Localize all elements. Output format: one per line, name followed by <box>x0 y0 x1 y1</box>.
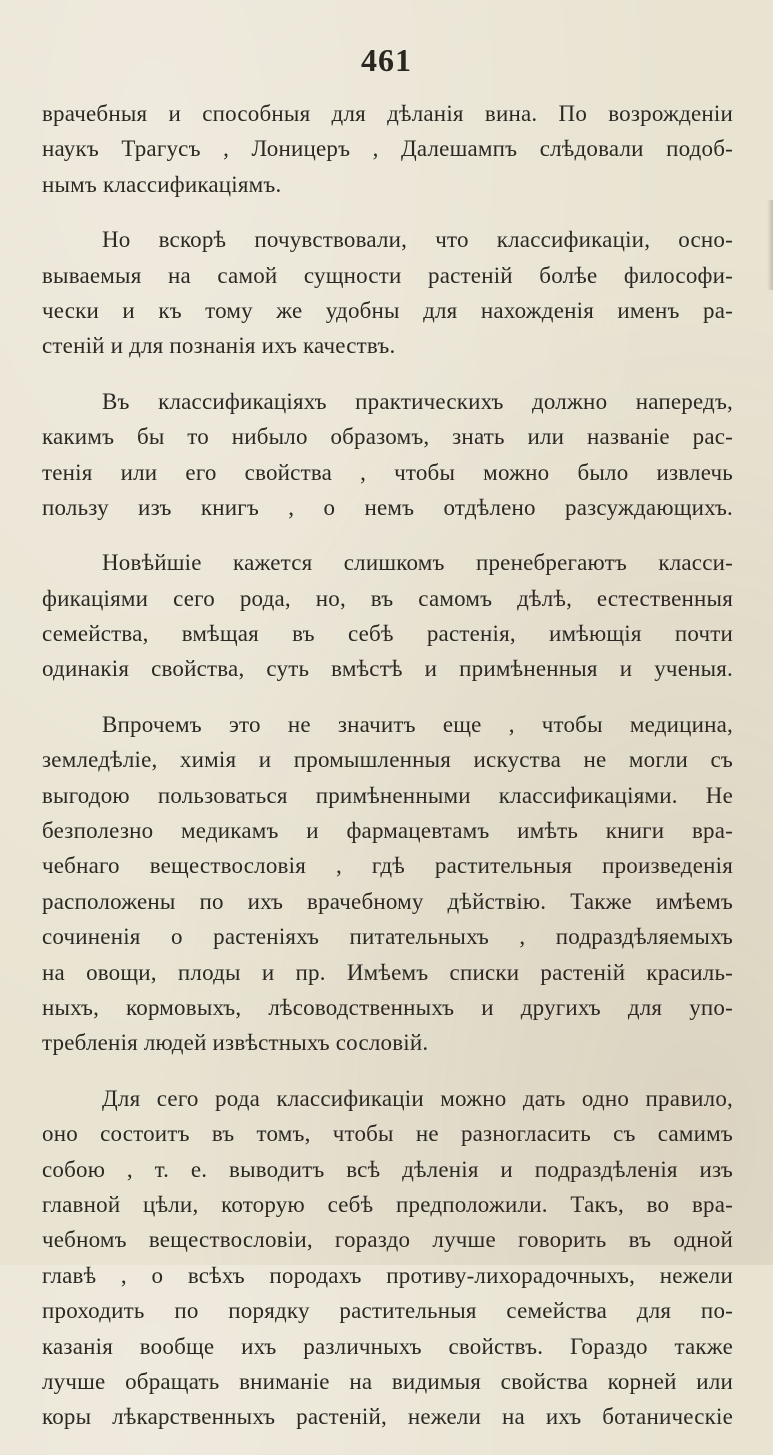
page-edge-shadow <box>767 200 773 290</box>
text-line: какимъ бы то нибыло образомъ, знать или названіе рас- <box>42 424 733 450</box>
paragraph-1 <box>42 96 733 202</box>
text-line: чески и къ тому же удобны для нахожденія именъ ра- <box>42 297 733 323</box>
text-line: требленія людей извѣстныхъ сословій. <box>42 1030 429 1056</box>
paragraph-2 <box>42 222 733 364</box>
text-line: стеній и для познанія ихъ качествъ. <box>42 333 396 359</box>
text-line: главной цѣли, которую себѣ предположили. Такъ, во вра- <box>42 1191 733 1217</box>
text-line: Въ классификаціяхъ практическихъ должно напередъ, <box>102 388 733 414</box>
text-line: сочиненія о растеніяхъ питательныхъ , подраздѣляемыхъ <box>42 924 733 950</box>
text-line: пользу изъ книгъ , о немъ отдѣлено разсуждающихъ. <box>42 494 733 520</box>
text-line: оно состоитъ въ томъ, чтобы не разногласить съ самимъ <box>42 1121 733 1147</box>
paragraph-5 <box>42 707 733 1061</box>
text-line: семейства, вмѣщая въ себѣ растенія, имѣющія почти <box>42 621 733 647</box>
text-line: чебномъ веществословіи, гораздо лучше говорить въ одной <box>42 1227 733 1253</box>
text-line: нымъ классификаціямъ. <box>42 171 282 197</box>
text-line: фикаціями сего рода, но, въ самомъ дѣлѣ, естественныя <box>42 585 733 611</box>
text-line: наукъ Трагусъ , Лоницеръ , Далешампъ слѣдовали подоб- <box>42 136 733 162</box>
page-number: 461 <box>361 42 412 78</box>
text-line: земледѣліе, химія и промышленныя искуства не могли съ <box>42 747 733 773</box>
text-line: коры лѣкарственныхъ растеній, нежели на ихъ ботаническіе <box>42 1404 733 1430</box>
text-line: главѣ , о всѣхъ породахъ противу-лихорадочныхъ, нежели <box>42 1262 733 1288</box>
text-line: врачебныя и способныя для дѣланія вина. По возрожденіи <box>42 101 733 126</box>
text-line: расположены по ихъ врачебному дѣйствію. Также имѣемъ <box>42 888 733 914</box>
text-line: казанія вообще ихъ различныхъ свойствъ. Гораздо также <box>42 1333 733 1359</box>
paragraph-6 <box>42 1081 733 1435</box>
page-text <box>42 96 733 1455</box>
text-line: тенія или его свойства , чтобы можно было извлечь <box>42 459 733 485</box>
text-line: Для сего рода классификаціи можно дать одно правило, <box>102 1085 733 1111</box>
text-line: чебнаго веществословія , гдѣ растительныя произведенія <box>42 853 733 879</box>
text-line: вываемыя на самой сущности растеній болѣе философи- <box>42 262 733 288</box>
text-line: Но вскорѣ почувствовали, что классификаціи, осно- <box>102 227 733 253</box>
text-line: проходить по порядку растительныя семейства для по- <box>42 1298 733 1324</box>
text-line: Впрочемъ это не значитъ еще , чтобы медицина, <box>102 711 733 737</box>
text-line: безполезно медикамъ и фармацевтамъ имѣть книги вра- <box>42 818 733 844</box>
paragraph-4 <box>42 545 733 687</box>
text-line: выгодою пользоваться примѣненными классификаціями. Не <box>42 782 733 808</box>
paragraph-3 <box>42 384 733 526</box>
text-line: лучше обращать вниманіе на видимыя свойства корней или <box>42 1368 733 1394</box>
text-line: ныхъ, кормовыхъ, лѣсоводственныхъ и другихъ для упо- <box>42 994 733 1020</box>
text-line: на овощи, плоды и пр. Имѣемъ списки растеній красиль- <box>42 959 733 985</box>
text-line: собою , т. е. выводитъ всѣ дѣленія и подраздѣленія изъ <box>42 1156 733 1182</box>
text-line: Новѣйшіе кажется слишкомъ пренебрегаютъ класси- <box>102 550 733 576</box>
text-line: одинакія свойства, суть вмѣстѣ и примѣненныя и ученыя. <box>42 656 733 682</box>
